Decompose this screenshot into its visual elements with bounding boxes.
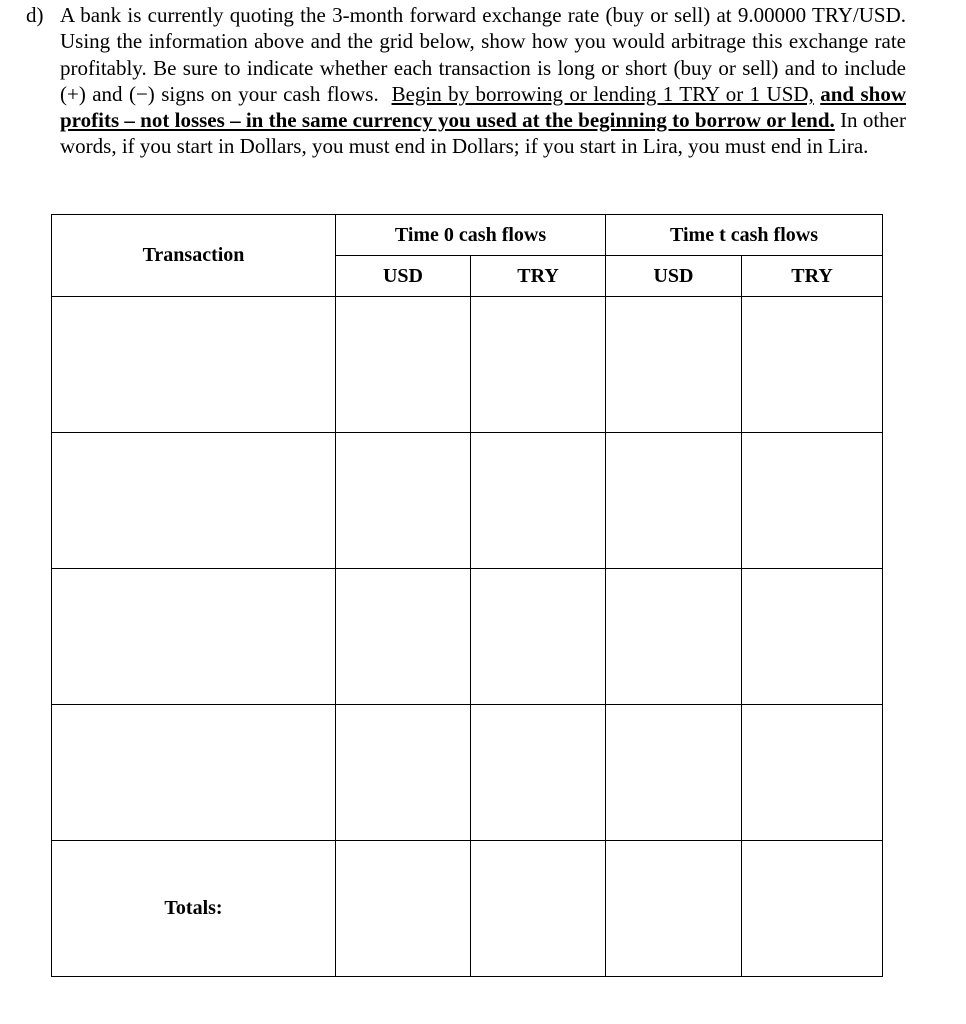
transaction-cell[interactable] bbox=[52, 433, 336, 569]
transaction-header: Transaction bbox=[52, 215, 336, 297]
timet-usd-cell[interactable] bbox=[606, 297, 742, 433]
time0-try-cell[interactable] bbox=[471, 297, 606, 433]
transaction-cell[interactable] bbox=[52, 705, 336, 841]
timet-usd-cell[interactable] bbox=[606, 705, 742, 841]
question-label: d) bbox=[26, 3, 44, 27]
table-row bbox=[52, 297, 883, 433]
table-row bbox=[52, 433, 883, 569]
timet-usd-cell[interactable] bbox=[606, 433, 742, 569]
time0-try-cell[interactable] bbox=[471, 705, 606, 841]
header-row-top bbox=[52, 215, 883, 256]
time0-usd-cell[interactable] bbox=[336, 297, 471, 433]
timet-try-cell[interactable] bbox=[742, 297, 883, 433]
time0-try-cell[interactable] bbox=[471, 433, 606, 569]
table-row bbox=[52, 569, 883, 705]
timet-try-cell[interactable] bbox=[742, 705, 883, 841]
total-timet-try-cell[interactable] bbox=[742, 841, 883, 977]
question-text-intro: A bank is currently quoting the 3-month forward exchange rate (buy or sell) at 9.00000 TRY/USD. Using the information above and the grid below, show how you would arbitrage this exchange rate profitably. Be sure to indicate whether each transaction is long or short (buy or sell) and to include (+) and (−) signs on your cash flows. bbox=[60, 3, 906, 106]
question-body bbox=[60, 2, 906, 160]
time0-try-cell[interactable] bbox=[471, 569, 606, 705]
transaction-cell[interactable] bbox=[52, 569, 336, 705]
total-time0-usd-cell[interactable] bbox=[336, 841, 471, 977]
timet-try-cell[interactable] bbox=[742, 569, 883, 705]
totals-label: Totals: bbox=[52, 841, 336, 977]
timet-try-header: TRY bbox=[742, 256, 883, 297]
total-time0-try-cell[interactable] bbox=[471, 841, 606, 977]
timet-header: Time t cash flows bbox=[606, 215, 883, 256]
time0-usd-cell[interactable] bbox=[336, 705, 471, 841]
time0-usd-header: USD bbox=[336, 256, 471, 297]
arbitrage-grid bbox=[51, 214, 883, 977]
time0-usd-cell[interactable] bbox=[336, 569, 471, 705]
transaction-cell[interactable] bbox=[52, 297, 336, 433]
timet-usd-header: USD bbox=[606, 256, 742, 297]
question-text-closing: In other words, if you start in Dollars, you must end in Dollars; if you start in Lira, you must end in Lira. bbox=[60, 108, 906, 159]
timet-try-cell[interactable] bbox=[742, 433, 883, 569]
timet-usd-cell[interactable] bbox=[606, 569, 742, 705]
time0-header: Time 0 cash flows bbox=[336, 215, 606, 256]
totals-row bbox=[52, 841, 883, 977]
time0-try-header: TRY bbox=[471, 256, 606, 297]
total-timet-usd-cell[interactable] bbox=[606, 841, 742, 977]
instruction-underlined: Begin by borrowing or lending 1 TRY or 1 USD, bbox=[391, 81, 814, 106]
table-row bbox=[52, 705, 883, 841]
question-d bbox=[26, 2, 906, 160]
instruction-bold-underlined: and show profits – not losses – in the same currency you used at the beginning to borrow or lend. bbox=[60, 81, 907, 133]
time0-usd-cell[interactable] bbox=[336, 433, 471, 569]
